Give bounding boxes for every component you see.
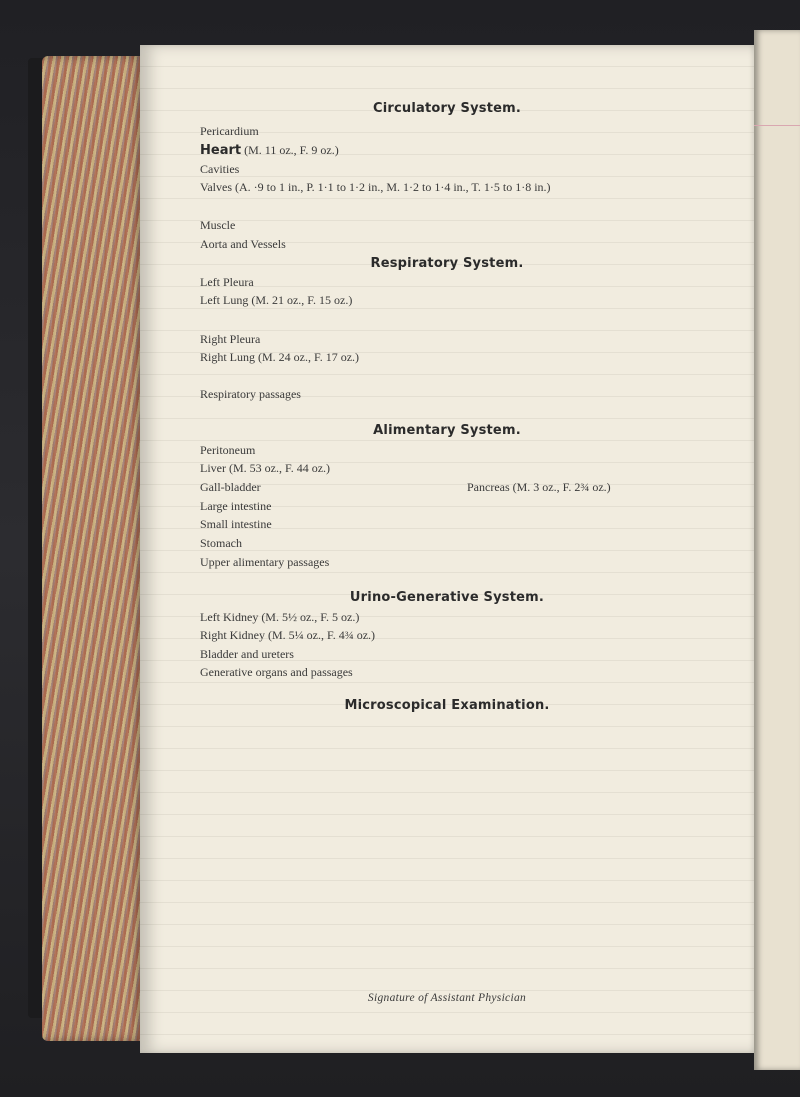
right-lung-label: Right Lung (M. 24 oz., F. 17 oz.) [200,350,360,364]
circulatory-heading: Circulatory System. [372,101,522,116]
gall-bladder-label: Gall-bladder [200,480,261,494]
pancreas-label: Pancreas (M. 3 oz., F. 2¾ oz.) [467,480,611,494]
heart-weights: (M. 11 oz., F. 9 oz.) [244,143,339,157]
respiratory-heading: Respiratory System. [370,256,524,271]
left-kidney-label: Left Kidney (M. 5½ oz., F. 5 oz.) [200,610,360,624]
peritoneum-label: Peritoneum [200,443,256,457]
signature-label: Signature of Assistant Physician [367,992,527,1004]
respiratory-passages-label: Respiratory passages [200,387,301,401]
generative-organs-label: Generative organs and passages [200,665,353,679]
large-intestine-label: Large intestine [200,499,272,513]
aorta-label: Aorta and Vessels [200,237,286,251]
urino-generative-heading: Urino-Generative System. [349,590,545,605]
alimentary-heading: Alimentary System. [373,423,521,438]
small-intestine-label: Small intestine [200,517,272,531]
heart-label: Heart [200,143,242,158]
book-fore-edge [42,56,144,1041]
ruled-margin-line [754,125,800,126]
liver-label: Liver (M. 53 oz., F. 44 oz.) [200,461,331,475]
pericardium-label: Pericardium [200,124,259,138]
left-pleura-label: Left Pleura [200,275,254,289]
muscle-label: Muscle [200,218,236,232]
next-page-edge [754,30,800,1070]
valves-label: Valves (A. ·9 to 1 in., P. 1·1 to 1·2 in., M. 1·2 to 1·4 in., T. 1·5 to 1·8 in.) [200,180,551,194]
stomach-label: Stomach [200,536,242,550]
ledger-page [140,45,754,1053]
upper-passages-label: Upper alimentary passages [200,555,330,569]
heart-row [200,143,339,158]
cavities-label: Cavities [200,162,240,176]
bladder-label: Bladder and ureters [200,647,294,661]
left-lung-label: Left Lung (M. 21 oz., F. 15 oz.) [200,293,353,307]
right-pleura-label: Right Pleura [200,332,261,346]
right-kidney-label: Right Kidney (M. 5¼ oz., F. 4¾ oz.) [200,628,376,642]
microscopical-heading: Microscopical Examination. [344,698,550,713]
